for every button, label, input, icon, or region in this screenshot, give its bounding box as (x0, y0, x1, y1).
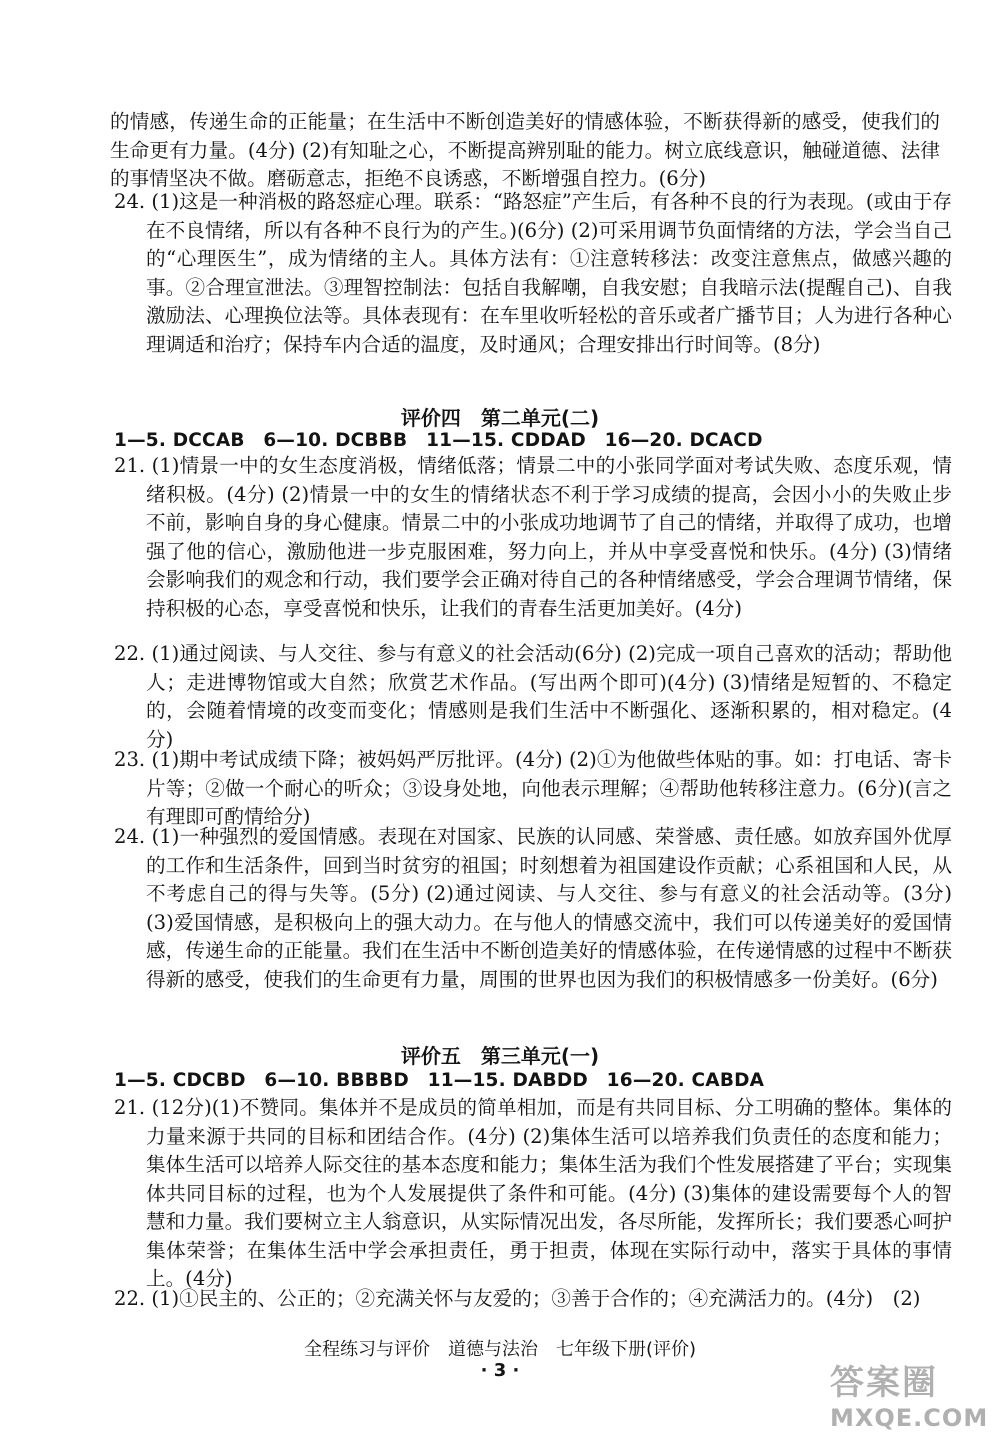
continued-paragraph: 的情感，传递生命的正能量；在生活中不断创造美好的情感体验，不断获得新的感受，使我们的生命更有力量。(4分) (2)有知耻之心，不断提高辨别耻的能力。树立底线意识，触碰道德、法律的事情坚决不做。磨砺意志，拒绝不良诱惑，不断增强自控力。(6分) (110, 110, 940, 190)
page-number: · 3 · (480, 1360, 520, 1381)
watermark-text-top: 答案圈 (830, 1363, 938, 1403)
section-5-question-21: 21. (12分)(1)不赞同。集体并不是成员的简单相加，而是有共同目标、分工明确的整体。集体的力量来源于共同的目标和团结合作。(4分) (2)集体生活可以培养我们负责任的态度和能力；集体生活可以培养人际交往的基本态度和能力；集体生活为我们个性发展搭建了平台；实现集体共同目标的过程，也为个人发展提供了条件和可能。(4分) (3)集体的建设需要每个人的智慧和力量。我们要树立主人翁意识，从实际情况出发，各尽所能，发挥所长；我们要悉心呵护集体荣誉；在集体生活中学会承担责任，勇于担责，体现在实际行动中，落实于具体的事情上。(4分) (114, 1096, 952, 1290)
section-5-question-22: 22. (1)①民主的、公正的；②充满关怀与友爱的；③善于合作的；④充满活力的。(4分) (2) (114, 1287, 921, 1310)
question-24-answer: 24. (1)这是一种消极的路怒症心理。联系：“路怒症”产生后，有各种不良的行为表现。(或由于存在不良情绪，所以有各种不良行为的产生。)(6分) (2)可采用调节负面情绪的方法，学会当自己的“心理医生”，成为情绪的主人。具体方法有：①注意转移法：改变注意焦点，做感兴趣的事。②合理宣泄法。③理智控制法：包括自我解嘲，自我安慰；自我暗示法(提醒自己)、自我激励法、心理换位法等。具体表现有：在车里收听轻松的音乐或者广播节目；人为进行各种心理调适和治疗；保持车内合适的温度，及时通风；合理安排出行时间等。(8分) (114, 190, 952, 356)
section-4-question-22: 22. (1)通过阅读、与人交往、参与有意义的社会活动(6分) (2)完成一项自己喜欢的活动；帮助他人；走进博物馆或大自然；欣赏艺术作品。(写出两个即可)(4分) (3)情绪是短暂的、不稳定的，会随着情境的改变而变化；情感则是我们生活中不断强化、逐渐积累的，相对稳定。(4分) (114, 642, 952, 751)
section-5-heading: 评价五 第三单元(一) (400, 1044, 600, 1068)
section-4-question-24: 24. (1)一种强烈的爱国情感。表现在对国家、民族的认同感、荣誉感、责任感。如放弃国外优厚的工作和生活条件，回到当时贫穷的祖国；时刻想着为祖国建设作贡献；心系祖国和人民，从不考虑自己的得与失等。(5分) (2)通过阅读、与人交往、参与有意义的社会活动等。(3分) (3)爱国情感，是积极向上的强大动力。在与他人的情感交流中，我们可以传递美好的爱国情感，传递生命的正能量。我们在生活中不断创造美好的情感体验，在传递情感的过程中不断获得新的感受，使我们的生命更有力量，周围的世界也因为我们的积极情感多一份美好。(6分) (114, 825, 952, 991)
watermark-text-bottom: MXQE.COM (830, 1404, 989, 1432)
watermark-logo (830, 1355, 989, 1432)
footer-title: 全程练习与评价 道德与法治 七年级下册(评价) (303, 1339, 697, 1360)
section-4-question-23: 23. (1)期中考试成绩下降；被妈妈严厉批评。(4分) (2)①为他做些体贴的事。如：打电话、寄卡片等；②做一个耐心的听众；③设身处地，向他表示理解；④帮助他转移注意力。(6分)(言之有理即可酌情给分) (114, 748, 952, 828)
section-4-heading: 评价四 第二单元(二) (400, 406, 600, 430)
section-5-choice-answers: 1—5. CDCBD 6—10. BBBBD 11—15. DABDD 16—20. CABDA (114, 1070, 765, 1091)
section-4-choice-answers: 1—5. DCCAB 6—10. DCBBB 11—15. CDDAD 16—20. DCACD (114, 430, 763, 451)
section-4-question-21: 21. (1)情景一中的女生态度消极，情绪低落；情景二中的小张同学面对考试失败、态度乐观，情绪积极。(4分) (2)情景一中的女生的情绪状态不利于学习成绩的提高，会因小小的失败止步不前，影响自身的身心健康。情景二中的小张成功地调节了自己的情绪，并取得了成功，也增强了他的信心，激励他进一步克服困难，努力向上，并从中享受喜悦和快乐。(4分) (3)情绪会影响我们的观念和行动，我们要学会正确对待自己的各种情绪感受，学会合理调节情绪，保持积极的心态，享受喜悦和快乐，让我们的青春生活更加美好。(4分) (114, 454, 952, 620)
